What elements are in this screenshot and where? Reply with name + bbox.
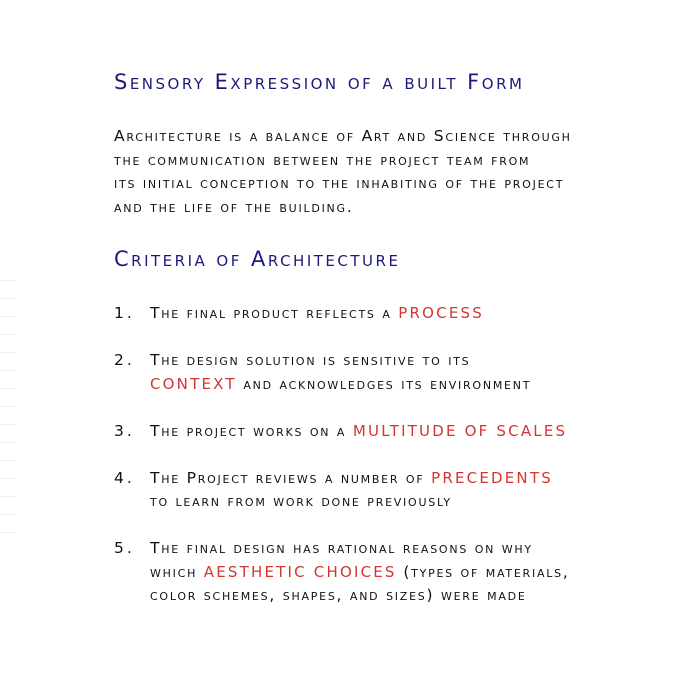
intro-line: and the life of the building. [114,197,354,216]
list-number: 3. [114,421,135,440]
intro-paragraph [114,125,690,219]
criteria-list [114,302,690,608]
item-text: The project works on a [150,421,353,440]
item-line [150,373,690,397]
highlight-term: PROCESS [398,304,484,322]
list-item [114,537,690,608]
item-line: The final design has rational reasons on why [150,539,533,557]
list-number: 5. [114,539,135,557]
section-heading: Criteria of Architecture [114,247,401,271]
item-line [150,561,690,585]
list-item [114,467,690,514]
list-number: 2. [114,351,135,369]
decorative-grid-edge [0,280,16,550]
item-text: The Project reviews a number of [150,468,432,487]
intro-line: the communication between the project team from [114,150,531,169]
item-line [150,420,690,444]
item-text: which [150,562,204,581]
item-line [150,467,690,491]
item-text: and acknowledges its environment [236,374,532,393]
highlight-term: PRECEDENTS [431,468,553,487]
list-number: 4. [114,468,135,487]
list-item [114,420,690,444]
intro-line: Architecture is a balance of Art and Science through [114,127,572,145]
highlight-term: CONTEXT [150,374,237,393]
item-text: The final product reflects a [150,304,399,322]
item-line: to learn from work done previously [150,492,452,510]
item-line: color schemes, shapes, and sizes) were made [150,586,527,604]
list-item [114,302,690,326]
highlight-term: AESTHETIC CHOICES [203,562,397,581]
list-item [114,349,690,396]
item-line [150,302,690,326]
list-number: 1. [114,304,135,322]
item-line: The design solution is sensitive to its [150,351,471,369]
intro-line: its initial conception to the inhabiting of the project [114,174,565,192]
item-text: (types of materials, [396,562,570,581]
page-title: Sensory Expression of a built Form [114,70,525,94]
highlight-term: MULTITUDE OF SCALES [352,421,568,440]
